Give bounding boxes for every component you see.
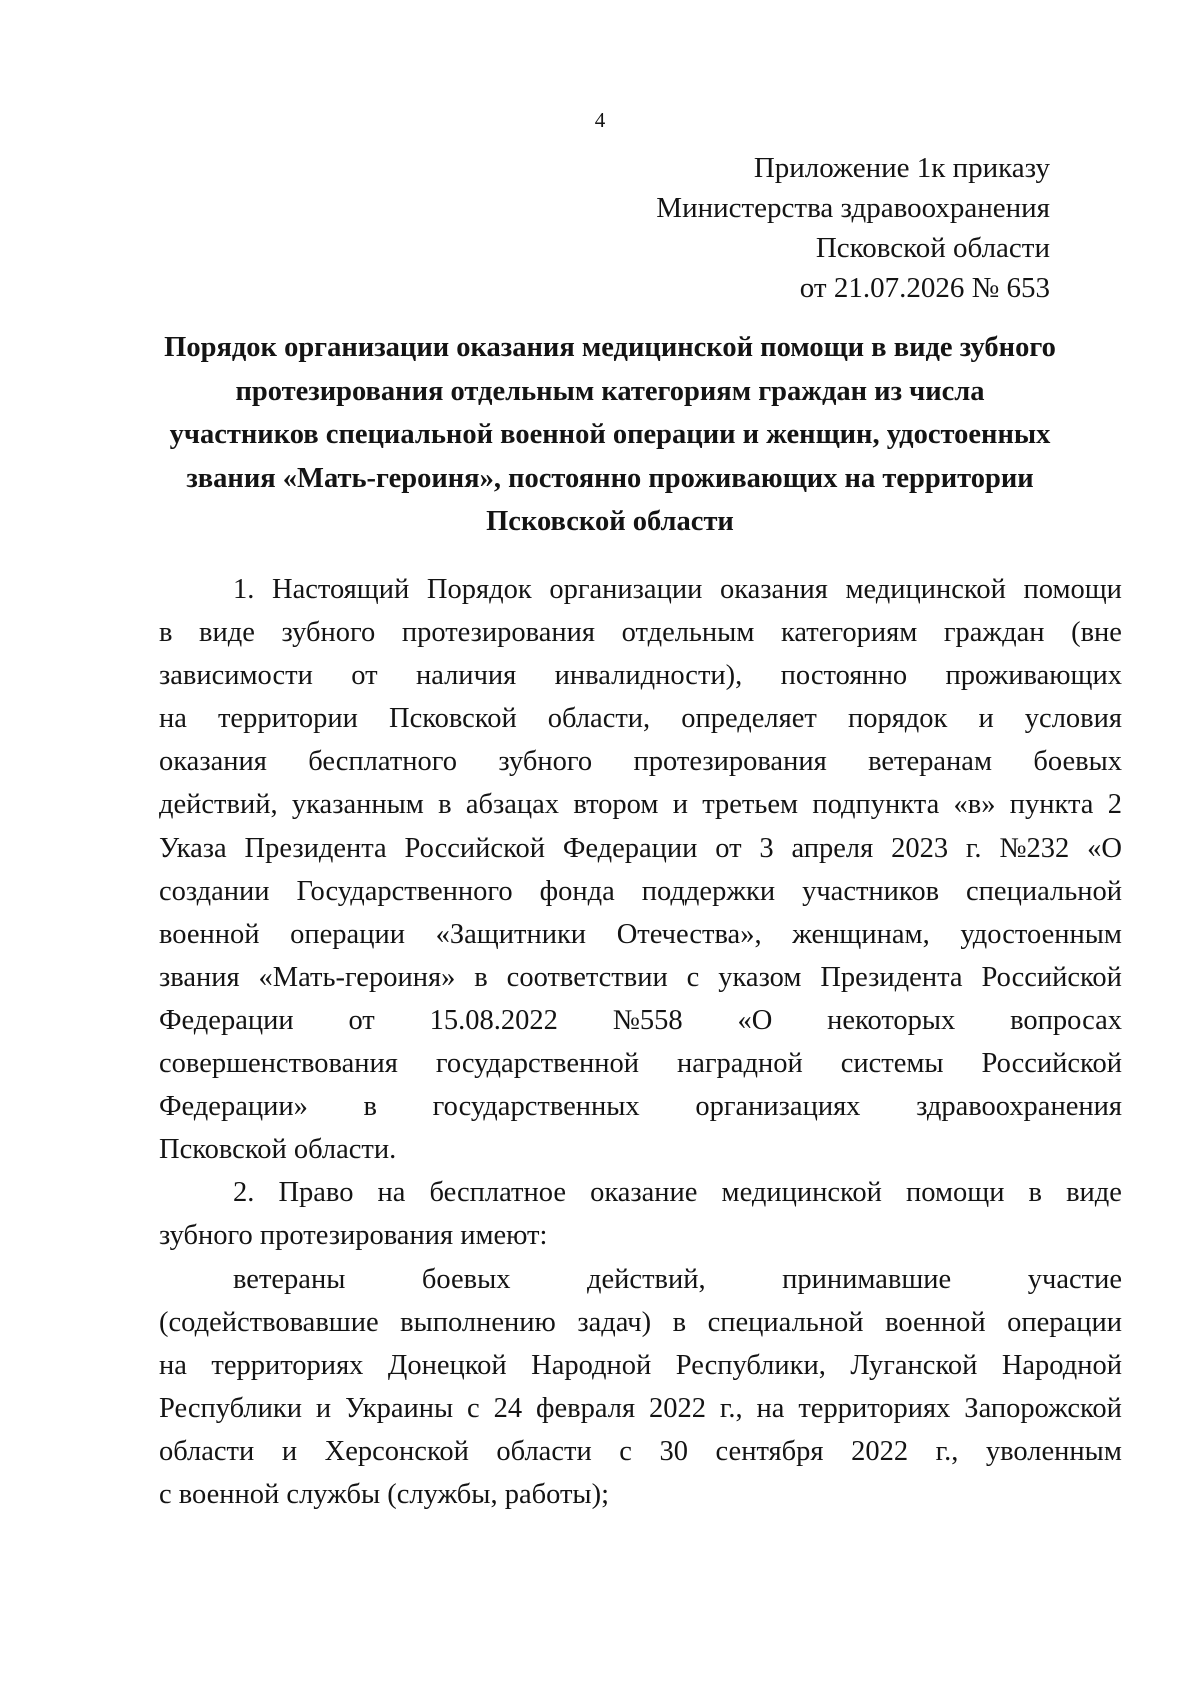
word: г., xyxy=(935,1435,959,1467)
word: в xyxy=(363,1091,377,1123)
word: и xyxy=(672,789,688,821)
word: оказания xyxy=(719,574,828,605)
word: Отечества», xyxy=(616,918,762,950)
word: порядок xyxy=(847,703,948,735)
word: территории xyxy=(217,703,358,735)
word: подпункта xyxy=(812,789,940,821)
word: пункта xyxy=(1009,789,1094,821)
word: инвалидности), xyxy=(554,660,743,692)
word: Псковской xyxy=(388,703,517,735)
word: области xyxy=(159,1435,255,1467)
word: виде xyxy=(199,617,255,649)
word: территориях xyxy=(798,1392,951,1424)
word: в xyxy=(1028,1177,1042,1209)
word: 2 xyxy=(1107,789,1122,821)
word: оказание xyxy=(590,1177,698,1209)
word: принимавшие xyxy=(782,1263,952,1295)
word: организации xyxy=(549,574,703,605)
word: 24 xyxy=(493,1392,523,1424)
word: №232 xyxy=(999,832,1070,864)
word: Президента xyxy=(820,961,963,993)
word: организациях xyxy=(695,1091,861,1123)
word: вопросах xyxy=(1010,1004,1122,1036)
word: территориях xyxy=(211,1349,364,1381)
word: Запорожской xyxy=(964,1392,1122,1424)
word: в xyxy=(438,789,452,821)
body-line xyxy=(159,740,1122,783)
word: Луганской xyxy=(850,1349,978,1381)
body-line xyxy=(159,1387,1122,1430)
word: участие xyxy=(1027,1263,1122,1295)
word: удостоенным xyxy=(960,918,1122,950)
word: 2. xyxy=(233,1177,255,1209)
word: Российской xyxy=(404,832,545,864)
word: определяет xyxy=(681,703,817,735)
word: наградной xyxy=(676,1048,803,1080)
annex-line: Псковской области xyxy=(815,232,1050,264)
document-body xyxy=(159,568,1122,1516)
word: от xyxy=(351,660,378,692)
word: ветераны xyxy=(233,1263,346,1295)
word: области xyxy=(496,1435,592,1467)
word: на xyxy=(756,1392,785,1424)
body-line xyxy=(159,827,1122,870)
word: поддержки xyxy=(641,875,776,907)
word: боевых xyxy=(1033,746,1122,778)
title-line: Псковской области xyxy=(486,506,734,537)
word: специальной xyxy=(966,875,1122,907)
word: здравоохранения xyxy=(916,1091,1122,1123)
word: с xyxy=(686,961,700,993)
word: «в» xyxy=(953,789,996,821)
body-line xyxy=(159,611,1122,654)
body-line xyxy=(159,913,1122,956)
word: Республики, xyxy=(675,1349,826,1381)
word: действий, xyxy=(159,789,278,821)
word: Украины xyxy=(345,1392,454,1424)
body-line xyxy=(159,1301,1122,1344)
word: «О xyxy=(737,1004,773,1036)
word: 3 xyxy=(759,832,774,864)
word: протезирования xyxy=(401,617,596,649)
word: зависимости xyxy=(159,660,313,692)
word: (вне xyxy=(1071,617,1122,649)
word: 2022 xyxy=(648,1392,706,1424)
word: Народной xyxy=(531,1349,652,1381)
word: от xyxy=(348,1004,375,1036)
body-line xyxy=(159,654,1122,697)
word: Федерации xyxy=(562,832,698,864)
word: Указа xyxy=(159,832,227,864)
word: помощи xyxy=(906,1177,1005,1209)
word: с xyxy=(619,1435,632,1467)
word: Республики xyxy=(159,1392,302,1424)
title-line: Порядок организации оказания медицинской помощи в виде зубного xyxy=(164,332,1056,363)
word: медицинской xyxy=(845,574,1006,605)
word: помощи xyxy=(1023,574,1122,605)
word: в xyxy=(474,961,488,993)
word: зубного xyxy=(281,617,376,649)
word: и xyxy=(281,1435,298,1467)
word: третьем xyxy=(702,789,799,821)
word: виде xyxy=(1066,1177,1122,1209)
body-line: зубного протезирования имеют: xyxy=(159,1220,548,1252)
body-line xyxy=(159,1430,1122,1473)
title-line: протезирования отдельным категориям граждан из числа xyxy=(235,375,985,407)
word: на xyxy=(159,1349,187,1381)
word: участников xyxy=(802,875,940,907)
word: Президента xyxy=(244,832,387,864)
body-line xyxy=(159,1171,1122,1214)
annex-block xyxy=(530,148,1050,308)
word: февраля xyxy=(536,1392,636,1424)
title-line: участников специальной военной операции и женщин, удостоенных xyxy=(169,419,1051,450)
word: г. xyxy=(965,832,982,864)
word: Российской xyxy=(981,1048,1122,1080)
body-line xyxy=(159,999,1122,1042)
word: выполнению xyxy=(400,1306,556,1338)
body-line xyxy=(159,1258,1122,1301)
word: Херсонской xyxy=(324,1435,469,1467)
word: г., xyxy=(719,1392,743,1424)
word: некоторых xyxy=(827,1004,956,1036)
word: задач) xyxy=(577,1306,652,1338)
word: постоянно xyxy=(780,660,908,692)
body-line xyxy=(159,1042,1122,1085)
word: граждан xyxy=(943,617,1045,649)
body-line xyxy=(159,1085,1122,1128)
page-number: 4 xyxy=(594,108,606,132)
word: ветеранам xyxy=(868,746,992,778)
word: (содействовавшие xyxy=(159,1306,379,1338)
word: государственных xyxy=(432,1091,640,1123)
word: Федерации» xyxy=(159,1091,308,1123)
word: втором xyxy=(573,789,659,821)
word: Государственного xyxy=(296,875,513,907)
word: сентября xyxy=(715,1435,824,1467)
word: и xyxy=(978,703,994,735)
word: женщинам, xyxy=(792,918,930,950)
word: указанным xyxy=(291,789,424,821)
word: государственной xyxy=(435,1048,639,1080)
word: Народной xyxy=(1001,1349,1122,1381)
word: Настоящий xyxy=(272,574,410,605)
word: на xyxy=(159,703,187,735)
word: Федерации xyxy=(159,1004,294,1036)
word: зубного xyxy=(498,746,593,778)
word: бесплатного xyxy=(308,746,457,778)
word: и xyxy=(315,1392,332,1424)
word: абзацах xyxy=(465,789,560,821)
body-line xyxy=(159,870,1122,913)
word: с xyxy=(467,1392,480,1424)
word: протезирования xyxy=(633,746,827,778)
word: на xyxy=(377,1177,406,1209)
word: оказания xyxy=(159,746,267,778)
body-line xyxy=(159,568,1122,611)
word: 15.08.2022 xyxy=(429,1004,558,1036)
word: «О xyxy=(1087,832,1122,864)
word: военной xyxy=(885,1306,986,1338)
word: «Мать-героиня» xyxy=(258,961,456,993)
word: системы xyxy=(840,1048,944,1080)
body-line xyxy=(159,783,1122,826)
word: Российской xyxy=(981,961,1122,993)
word: 30 xyxy=(659,1435,688,1467)
title-line: звания «Мать-героиня», постоянно проживающих на территории xyxy=(186,462,1034,494)
word: от xyxy=(715,832,742,864)
body-line xyxy=(159,956,1122,999)
annex-line: от 21.07.2026 № 653 xyxy=(799,272,1050,304)
word: соответствии xyxy=(506,961,668,993)
body-line: Псковской области. xyxy=(159,1134,397,1166)
word: проживающих xyxy=(945,660,1122,692)
word: наличия xyxy=(415,660,517,692)
word: апреля xyxy=(791,832,874,864)
body-line: с военной службы (службы, работы); xyxy=(159,1478,609,1510)
word: №558 xyxy=(612,1004,683,1036)
word: уволенным xyxy=(985,1435,1122,1467)
word: отдельным xyxy=(621,617,755,649)
body-line xyxy=(159,1344,1122,1387)
word: в xyxy=(672,1306,687,1338)
word: военной xyxy=(159,918,260,950)
word: Право xyxy=(278,1177,354,1209)
annex-line: Министерства здравоохранения xyxy=(656,192,1050,224)
word: в xyxy=(159,617,173,649)
word: медицинской xyxy=(721,1177,882,1209)
word: звания xyxy=(159,961,240,993)
word: боевых xyxy=(421,1263,511,1295)
word: Порядок xyxy=(426,574,532,605)
word: «Защитники xyxy=(435,918,587,950)
word: области, xyxy=(547,703,651,735)
word: операции xyxy=(290,918,405,950)
word: фонда xyxy=(539,875,615,907)
word: категориям xyxy=(780,617,918,649)
word: 2023 xyxy=(891,832,949,864)
word: 1. xyxy=(233,574,255,605)
word: операции xyxy=(1007,1306,1122,1338)
word: Донецкой xyxy=(387,1349,507,1381)
word: условия xyxy=(1024,703,1122,735)
document-title xyxy=(150,326,1070,544)
body-line xyxy=(159,697,1122,740)
word: создании xyxy=(159,875,270,907)
word: указом xyxy=(718,961,802,993)
word: бесплатное xyxy=(429,1177,566,1209)
word: совершенствования xyxy=(159,1048,398,1080)
word: действий, xyxy=(587,1263,706,1295)
word: специальной xyxy=(707,1306,864,1338)
word: 2022 xyxy=(851,1435,909,1467)
annex-line: Приложение 1к приказу xyxy=(753,152,1050,184)
